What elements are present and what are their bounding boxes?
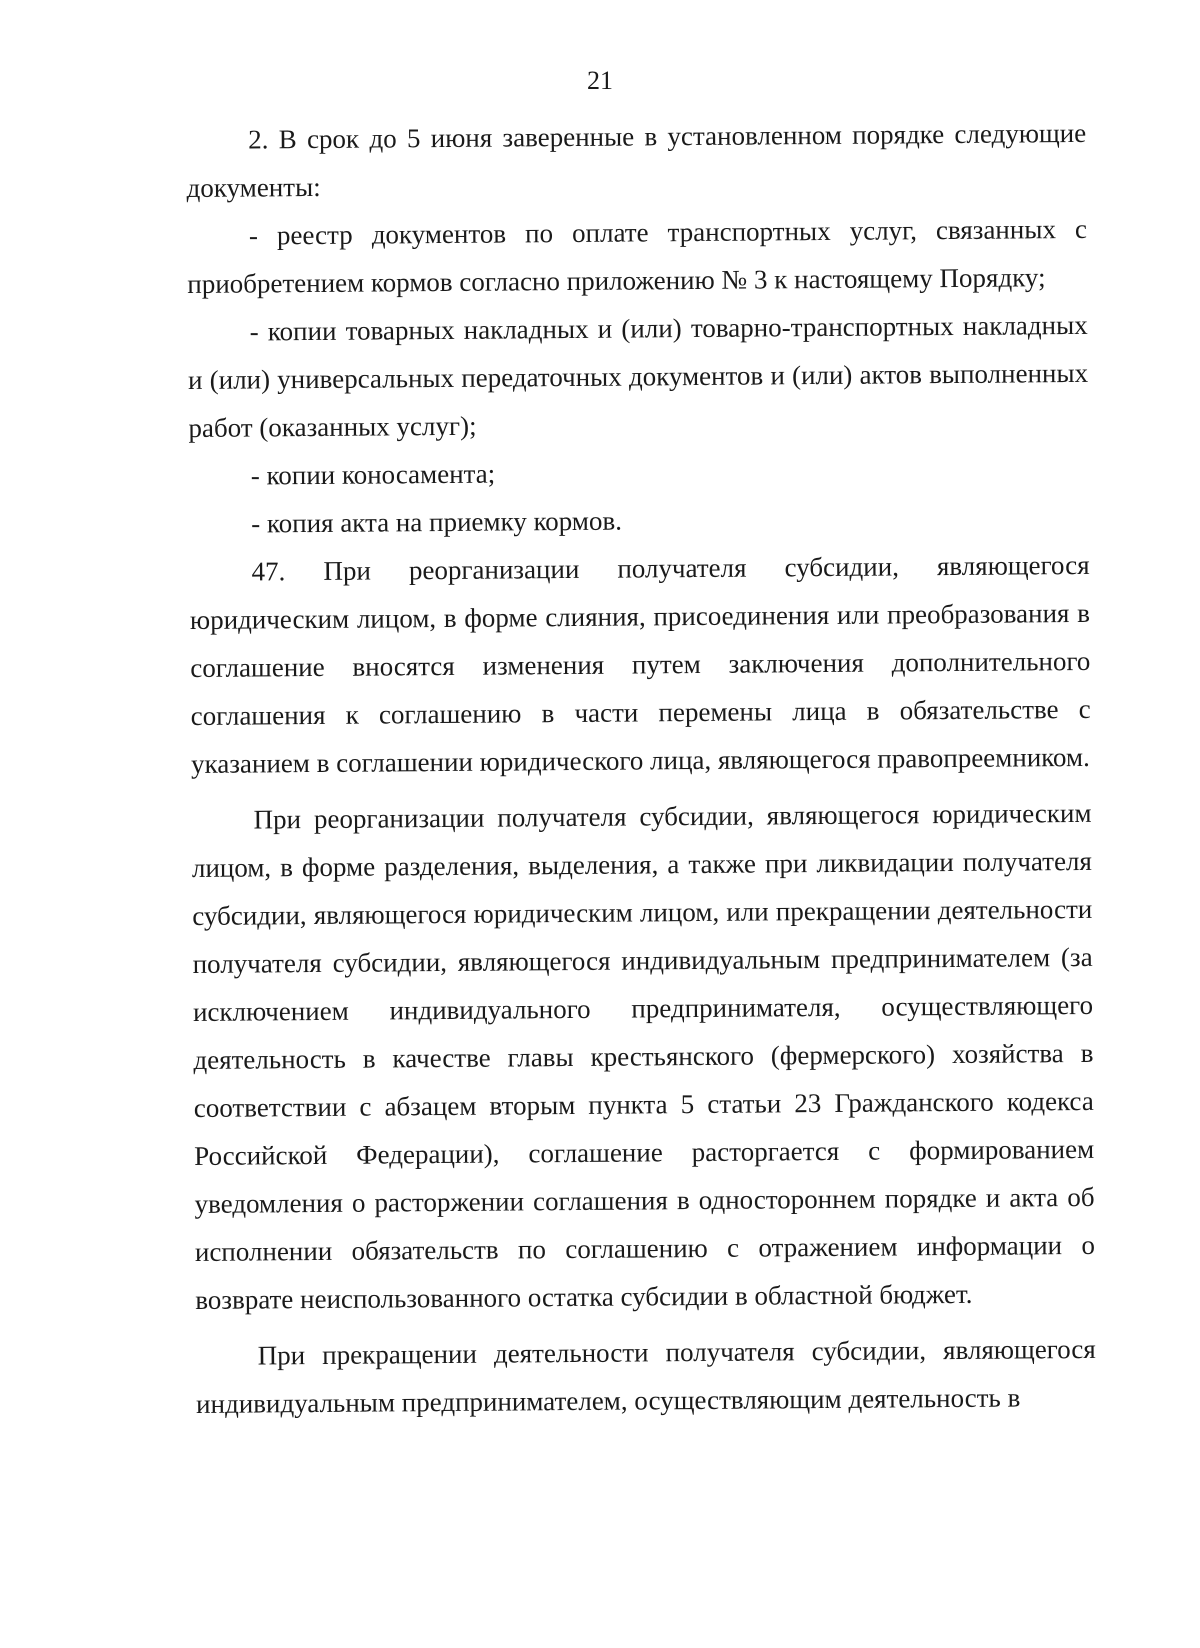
document-body [186,109,1096,1428]
paragraph-invoices: - копии товарных накладных и (или) товарно-транспортных накладных и (или) универсальных передаточных документов и (или) актов выполненных работ (оказанных услуг); [187,309,1089,443]
page-number: 21 [587,66,613,95]
paragraph-acceptance-act: - копия акта на приемку кормов. [251,505,623,539]
paragraph-section-47: 47. При реорганизации получателя субсидии, являющегося юридическим лицом, в форме слияния, присоединения или преобразования в соглашение вносятся изменения путем заключения дополнительного соглашения к соглашению в части перемены лица в обязательстве с указанием в соглашении юридического лица, являющегося правопреемником. [189,549,1091,779]
paragraph-termination: При прекращении деятельности получателя субсидии, являющегося индивидуальным предпринимателем, осуществляющим деятельность в [195,1333,1096,1419]
paragraph-bill-of-lading: - копии коносамента; [250,458,496,491]
paragraph-registry: - реестр документов по оплате транспортных услуг, связанных с приобретением кормов согласно приложению № 3 к настоящему Порядку; [187,213,1088,299]
paragraph-item-2: 2. В срок до 5 июня заверенные в установленном порядке следующие документы: [186,117,1087,203]
paragraph-reorganization: При реорганизации получателя субсидии, являющегося юридическим лицом, в форме разделения, выделения, а также при ликвидации получателя субсидии, являющегося юридическим лицом, или прекращении деятельности получателя субсидии, являющегося индивидуальным предпринимателем (за исключением индивидуального предпринимателя, осуществляющего деятельность в качестве главы крестьянского (фермерского) хозяйства в соответствии с абзацем вторым пункта 5 статьи 23 Гражданского кодекса Российской Федерации), соглашение расторгается с формированием уведомления о расторжении соглашения в одностороннем порядке и акта об исполнении обязательств по соглашению с отражением информации о возврате неиспользованного остатка субсидии в областной бюджет. [191,797,1096,1315]
